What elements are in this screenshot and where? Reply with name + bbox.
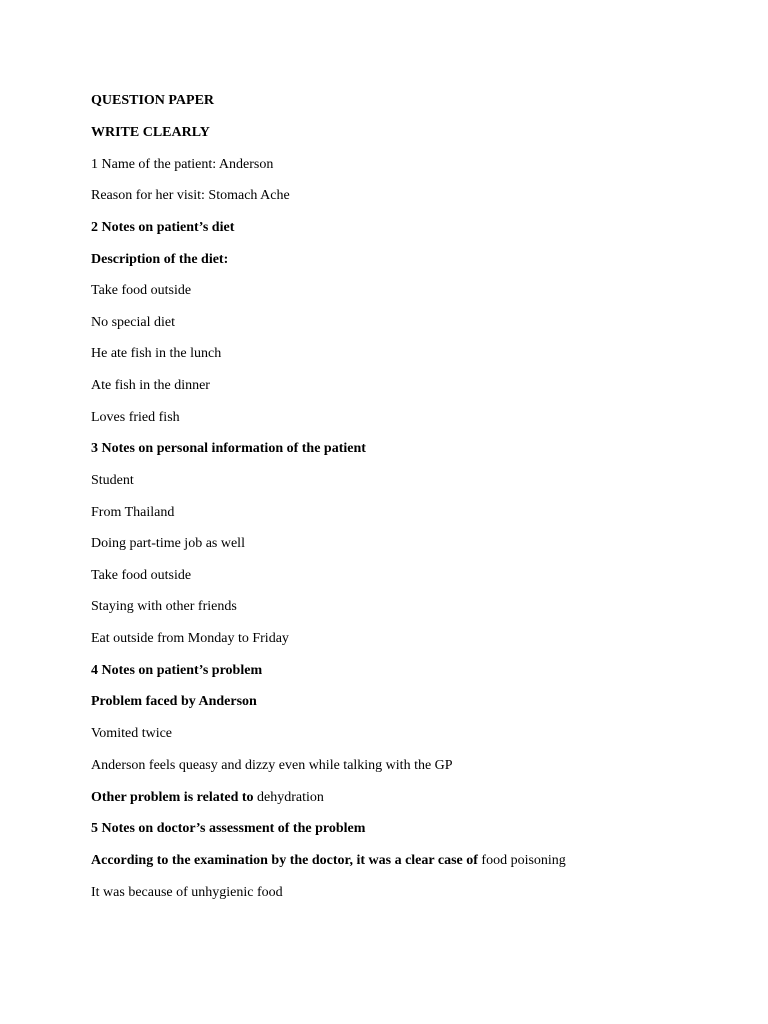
other-problem-label: Other problem is related to: [91, 790, 254, 805]
diet-item: Take food outside: [91, 283, 192, 298]
problem-item: Anderson feels queasy and dizzy even while talking with the GP: [91, 758, 453, 773]
diet-item: He ate fish in the lunch: [91, 346, 222, 361]
diet-item: No special diet: [91, 315, 175, 330]
personal-info-item: From Thailand: [91, 505, 175, 520]
diet-item: Loves fried fish: [91, 410, 180, 425]
assessment-label: According to the examination by the doctor, it was a clear case of: [91, 853, 478, 868]
personal-info-item: Eat outside from Monday to Friday: [91, 631, 289, 646]
assessment-cause: It was because of unhygienic food: [91, 885, 283, 900]
assessment-line: [91, 852, 566, 870]
document-title: QUESTION PAPER: [91, 93, 215, 108]
diet-heading: 2 Notes on patient’s diet: [91, 220, 235, 235]
patient-name-line: 1 Name of the patient: Anderson: [91, 157, 274, 172]
instruction-text: WRITE CLEARLY: [91, 125, 210, 140]
assessment-value: food poisoning: [477, 853, 566, 868]
diet-item: Ate fish in the dinner: [91, 378, 210, 393]
problem-subheading: Problem faced by Anderson: [91, 694, 257, 709]
diet-subheading: Description of the diet:: [91, 252, 229, 267]
personal-info-heading: 3 Notes on personal information of the patient: [91, 441, 366, 456]
visit-reason-line: Reason for her visit: Stomach Ache: [91, 188, 290, 203]
assessment-heading: 5 Notes on doctor’s assessment of the problem: [91, 821, 366, 836]
personal-info-item: Student: [91, 473, 134, 488]
personal-info-item: Take food outside: [91, 568, 192, 583]
personal-info-item: Staying with other friends: [91, 599, 237, 614]
other-problem-line: [91, 789, 324, 807]
problem-item: Vomited twice: [91, 726, 173, 741]
other-problem-value: dehydration: [253, 790, 324, 805]
problem-heading: 4 Notes on patient’s problem: [91, 663, 263, 678]
personal-info-item: Doing part-time job as well: [91, 536, 245, 551]
